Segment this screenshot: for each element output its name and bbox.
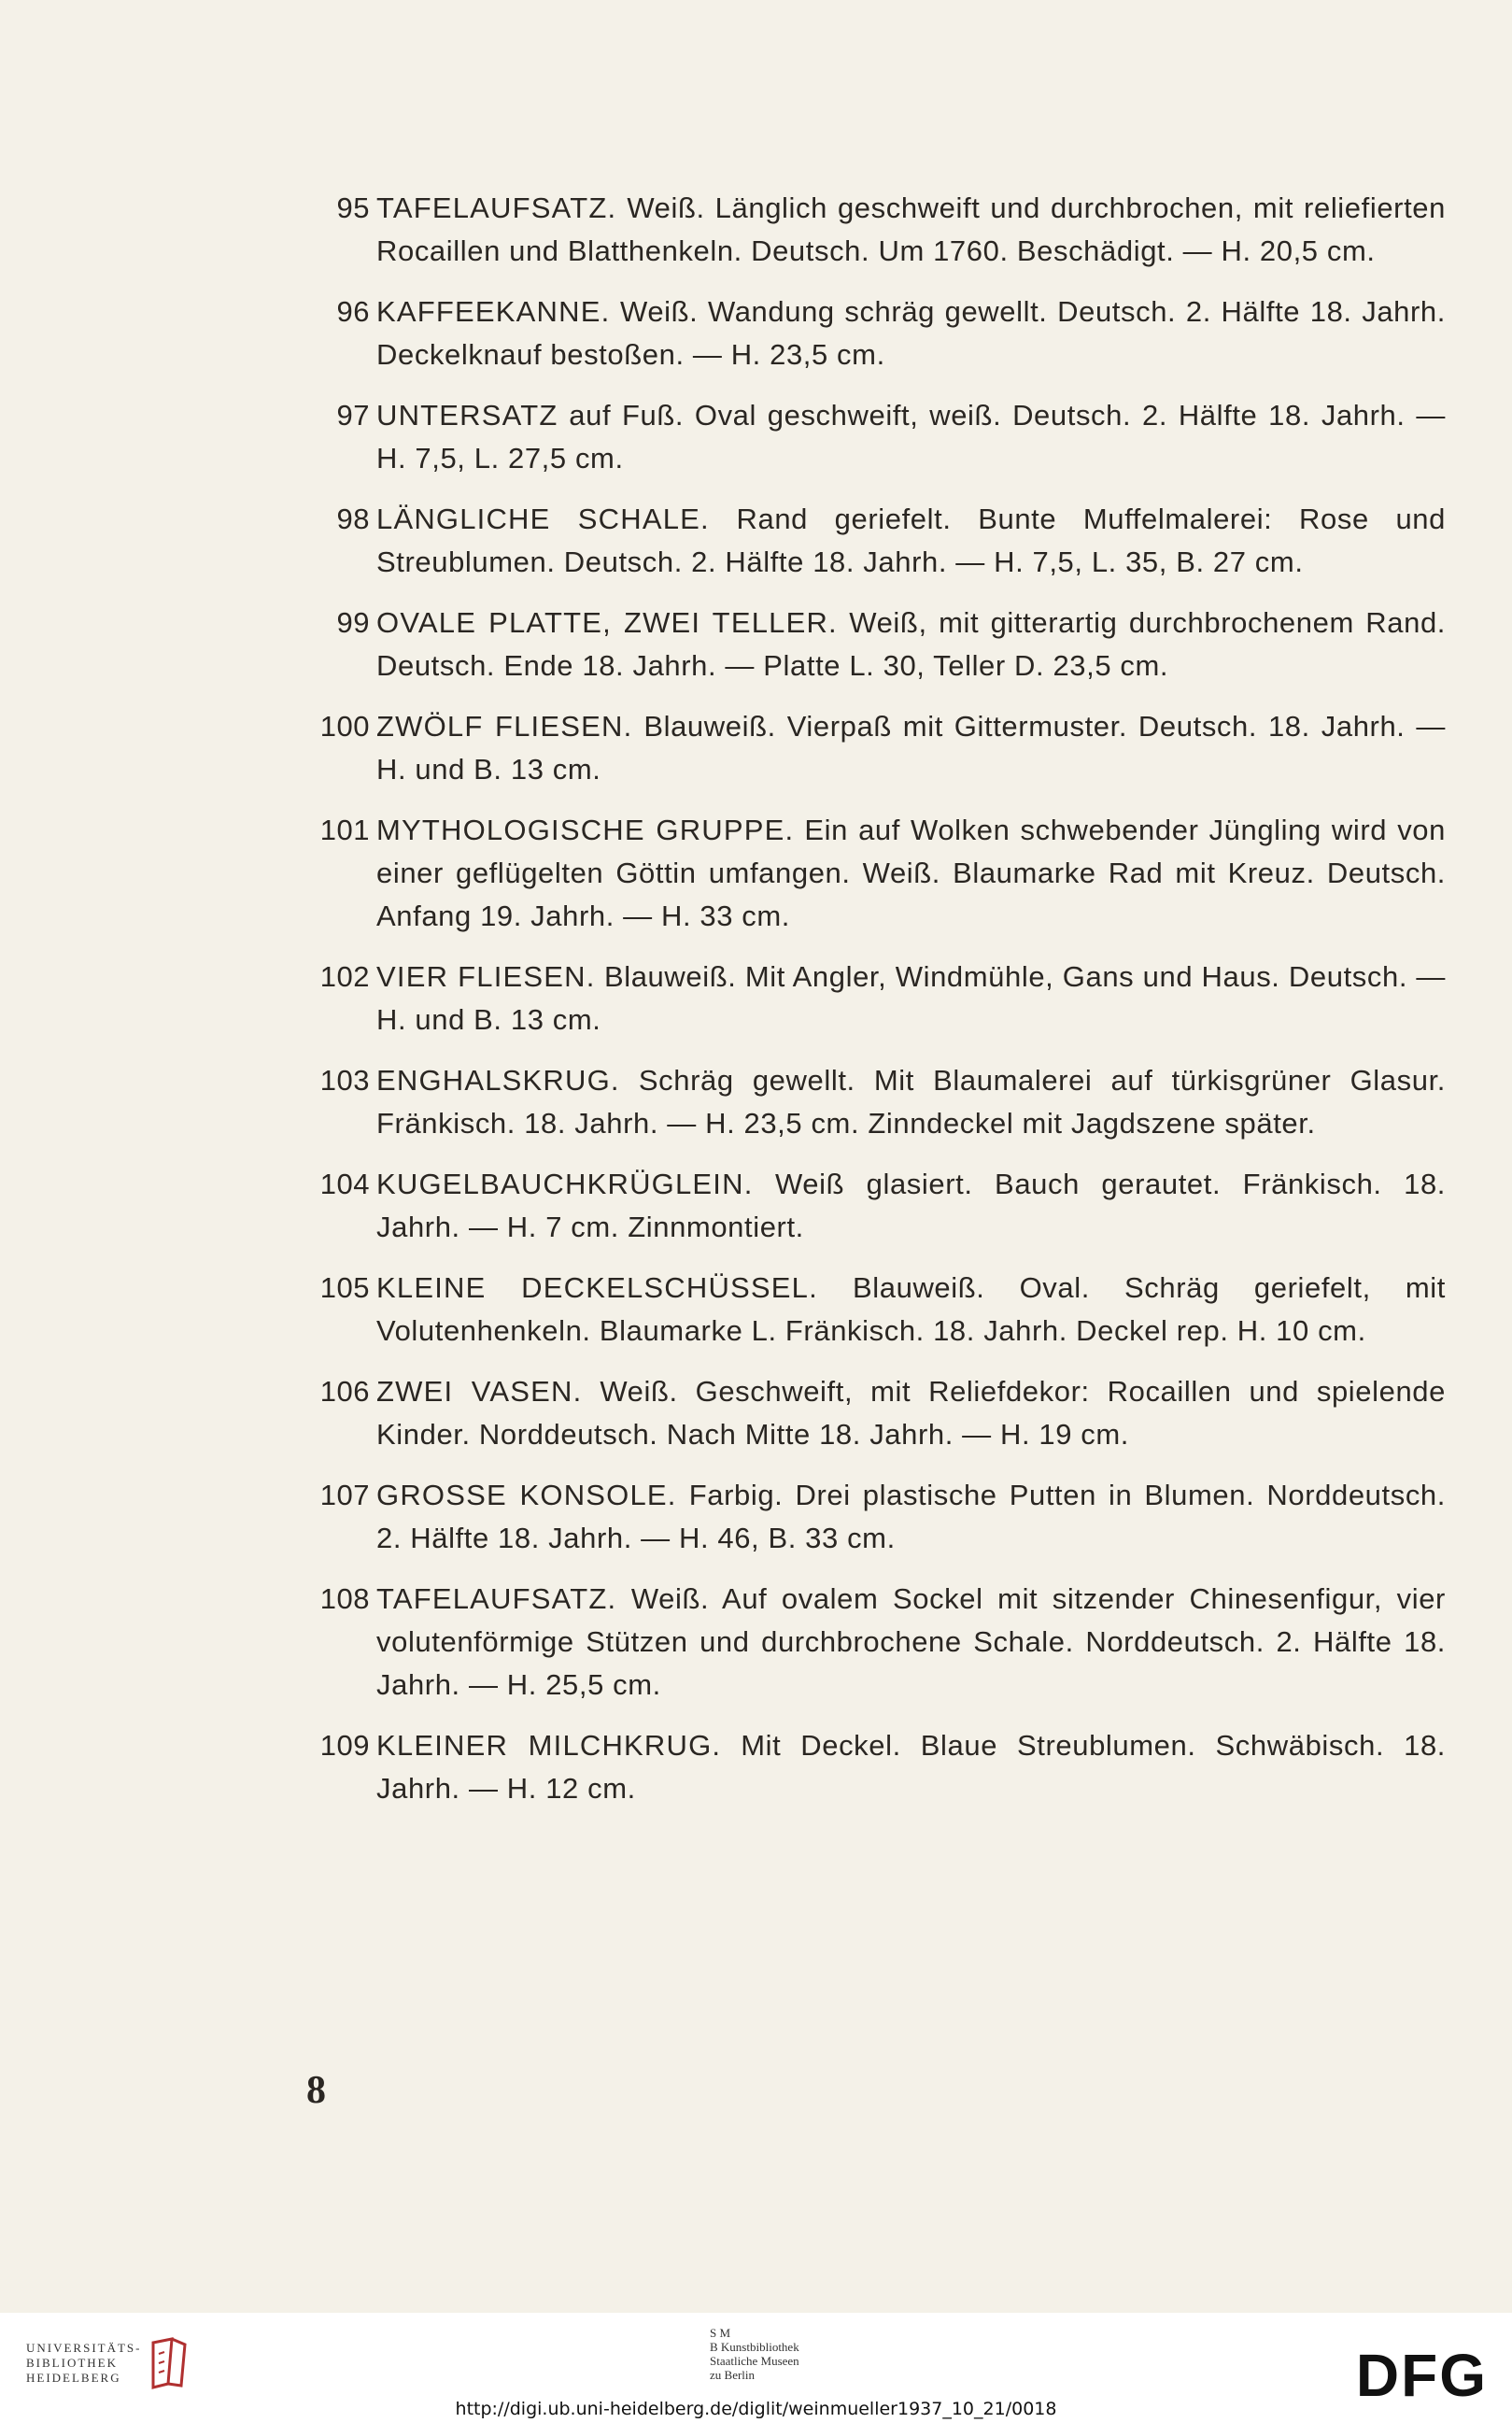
entry-body: auf Fuß. Oval geschweift, weiß. Deutsch. 2. Hälfte 18. Jahrh. — H. 7,5, L. 27,5 cm. [376,399,1446,475]
entry-number: 106 [319,1375,370,1408]
entry-number: 99 [336,606,370,639]
entry-description [376,394,1446,480]
catalog-entry [306,809,1446,938]
catalog-entry [306,705,1446,791]
entry-body: Weiß. Wandung schräg gewellt. Deutsch. 2. Hälfte 18. Jahrh. Deckelknauf bestoßen. — H. 23,5 cm. [376,295,1446,371]
catalog-entry [306,1370,1446,1456]
entry-description [376,187,1446,273]
catalog-entry [306,956,1446,1041]
entry-description [376,705,1446,791]
entry-body: Weiß. Auf ovalem Sockel mit sitzender Chinesenfigur, vier volutenförmige Stützen und durchbrochene Schale. Norddeutsch. 2. Hälfte 18. Jahrh. — H. 25,5 cm. [376,1582,1446,1701]
entry-description [376,290,1446,376]
entry-body: Blauweiß. Mit Angler, Windmühle, Gans und Haus. Deutsch. — H. und B. 13 cm. [376,960,1447,1036]
entry-description [376,1724,1446,1810]
entry-number: 98 [336,503,370,535]
entry-title: KLEINER MILCHKRUG. [376,1729,722,1762]
entry-description [376,956,1446,1041]
entry-title: KAFFEEKANNE. [376,295,611,328]
entry-description [376,809,1446,938]
entry-number: 102 [319,960,370,993]
center-logo-line: B Kunstbibliothek [710,2340,799,2354]
entry-title: TAFELAUFSATZ. [376,1582,617,1615]
university-logo-line: HEIDELBERG [26,2371,121,2385]
center-logo-line: zu Berlin [710,2368,756,2382]
library-emblem-icon [148,2335,189,2391]
entry-description [376,1059,1446,1145]
catalog-entry [306,498,1446,584]
kunstbibliothek-logo[interactable] [710,2326,799,2382]
entry-body: Mit Deckel. Blaue Streublumen. Schwäbisch. 18. Jahrh. — H. 12 cm. [376,1729,1446,1805]
entry-description [376,1267,1446,1353]
entry-title: VIER FLIESEN. [376,960,596,993]
entry-body: Weiß, mit gitterartig durchbrochenem Rand. Deutsch. Ende 18. Jahrh. — Platte L. 30, Teller D. 23,5 cm. [376,606,1446,682]
entry-description [376,1370,1446,1456]
catalog-entry [306,1267,1446,1353]
entry-title: GROSSE KONSOLE. [376,1479,677,1511]
entry-title: ZWÖLF FLIESEN. [376,710,633,743]
entry-body: Blauweiß. Oval. Schräg geriefelt, mit Volutenhenkeln. Blaumarke L. Fränkisch. 18. Jahrh. Deckel rep. H. 10 cm. [376,1271,1446,1347]
entry-number: 95 [336,191,370,224]
entry-number: 109 [319,1729,370,1762]
entry-number: 100 [319,710,370,743]
entry-number: 108 [319,1582,370,1615]
page-number: 8 [306,2069,326,2112]
entry-title: TAFELAUFSATZ. [376,191,617,224]
entry-body: Schräg gewellt. Mit Blaumalerei auf türkisgrüner Glasur. Fränkisch. 18. Jahrh. — H. 23,5 cm. Zinndeckel mit Jagdszene später. [376,1064,1446,1140]
catalog-entry [306,290,1446,376]
entry-title: UNTERSATZ [376,399,558,432]
center-logo-line: Staatliche Museen [710,2354,799,2368]
entry-number: 105 [319,1271,370,1304]
entry-description [376,498,1446,584]
center-logo-line: S M [710,2326,731,2340]
catalog-entry [306,394,1446,480]
entry-title: LÄNGLICHE SCHALE. [376,503,710,535]
entry-body: Weiß. Länglich geschweift und durchbrochen, mit reliefierten Rocaillen und Blatthenkeln. Deutsch. Um 1760. Beschädigt. — H. 20,5 cm. [376,191,1446,267]
entry-description [376,1474,1446,1560]
catalog-entry [306,1474,1446,1560]
entry-body: Ein auf Wolken schwebender Jüngling wird von einer geflügelten Göttin umfangen. Weiß. Blaumarke Rad mit Kreuz. Deutsch. Anfang 19. Jahrh. — H. 33 cm. [376,814,1446,932]
catalog-entry [306,187,1446,273]
entry-body: Farbig. Drei plastische Putten in Blumen. Norddeutsch. 2. Hälfte 18. Jahrh. — H. 46, B. 33 cm. [376,1479,1446,1554]
entry-title: ENGHALSKRUG. [376,1064,620,1097]
entry-number: 104 [319,1168,370,1200]
entry-number: 103 [319,1064,370,1097]
university-logo-line: UNIVERSITÄTS- [26,2341,142,2355]
entry-description [376,602,1446,687]
entry-number: 101 [319,814,370,846]
entry-title: KLEINE DECKELSCHÜSSEL. [376,1271,818,1304]
entry-body: Rand geriefelt. Bunte Muffelmalerei: Rose und Streublumen. Deutsch. 2. Hälfte 18. Jahrh. — H. 7,5, L. 35, B. 27 cm. [376,503,1446,578]
entry-body: Weiß. Geschweift, mit Reliefdekor: Rocaillen und spielende Kinder. Norddeutsch. Nach Mitte 18. Jahrh. — H. 19 cm. [376,1375,1446,1451]
entry-body: Blauweiß. Vierpaß mit Gittermuster. Deutsch. 18. Jahrh. — H. und B. 13 cm. [376,710,1447,786]
catalog-entry [306,1724,1446,1810]
entry-title: KUGELBAUCHKRÜGLEIN. [376,1168,754,1200]
catalog-entry [306,1163,1446,1249]
catalog-list [306,187,1446,1828]
entry-title: MYTHOLOGISCHE GRUPPE. [376,814,795,846]
university-library-logo[interactable] [26,2335,189,2391]
catalog-entry [306,1059,1446,1145]
entry-description [376,1163,1446,1249]
entry-title: ZWEI VASEN. [376,1375,583,1408]
entry-number: 97 [336,399,370,432]
entry-title: OVALE PLATTE, ZWEI TELLER. [376,606,838,639]
entry-body: Weiß glasiert. Bauch gerautet. Fränkisch. 18. Jahrh. — H. 7 cm. Zinnmontiert. [376,1168,1447,1243]
viewer-footer [0,2313,1512,2423]
entry-description [376,1578,1446,1707]
entry-number: 96 [336,295,370,328]
dfg-logo[interactable]: DFG [1355,2342,1488,2409]
university-logo-line: BIBLIOTHEK [26,2356,118,2370]
page-url[interactable]: http://digi.ub.uni-heidelberg.de/diglit/weinmueller1937_10_21/0018 [455,2399,1057,2419]
catalog-entry [306,602,1446,687]
catalog-entry [306,1578,1446,1707]
entry-number: 107 [319,1479,370,1511]
